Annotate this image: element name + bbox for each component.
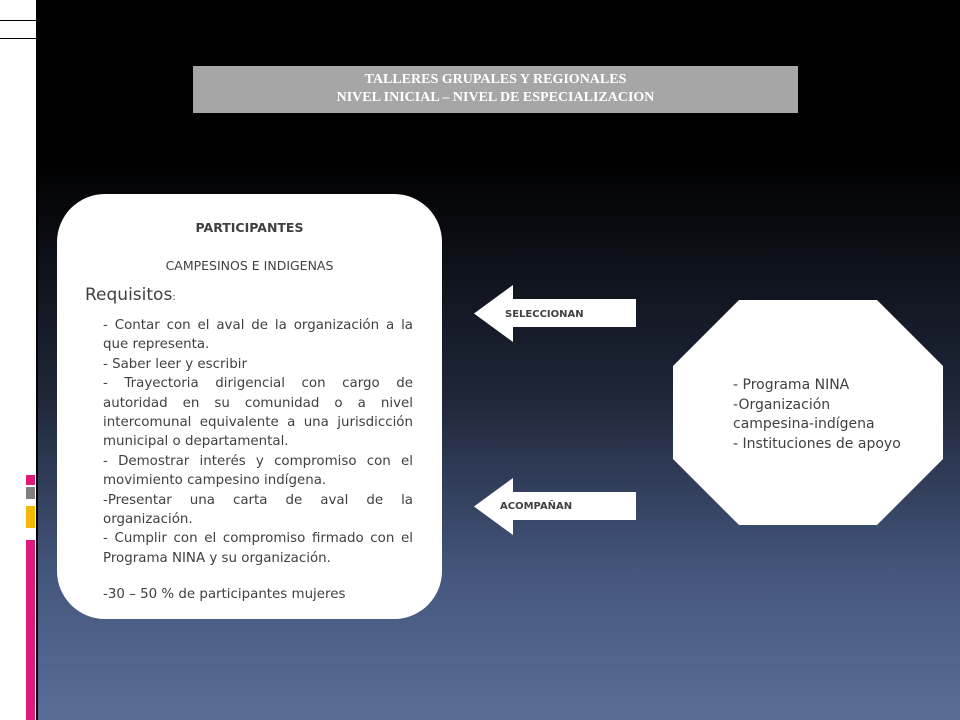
slide-title [193,66,798,113]
requisite-item: - Saber leer y escribir [103,356,247,372]
requisites-label [85,285,176,305]
accent-bar-magenta [26,540,35,720]
corner-decoration-line [33,0,35,48]
title-line-1: TALLERES GRUPALES Y REGIONALES [364,72,627,87]
corner-decoration-line [20,0,23,118]
accent-square-gold [26,506,35,528]
requisites-colon: : [172,292,176,303]
requisite-item: - Trayectoria dirigencial con cargo de autoridad en su comunidad o a nivel intercomunal equivalente a una jurisdicción municipal o departamental. [103,376,413,450]
participants-panel [57,194,442,619]
requisite-item: - Demostrar interés y compromiso con el movimiento campesino indígena. [103,453,413,489]
women-quota-note: -30 – 50 % de participantes mujeres [103,587,346,602]
participants-subheading: CAMPESINOS E INDIGENAS [165,258,334,273]
participants-heading: PARTICIPANTES [195,220,304,235]
selecciona-label: SELECCIONAN [505,309,584,320]
requisite-item: - Contar con el aval de la organización a la que representa. [103,318,413,353]
requisite-item: -Presentar una carta de aval de la organización. [103,492,413,528]
actor-item: - Instituciones de apoyo [733,435,901,452]
corner-decoration-line [26,0,31,80]
requisites-label-text: Requisitos [85,285,173,305]
acompanan-label: ACOMPAÑAN [500,501,573,512]
corner-decoration-line [0,20,36,21]
corner-decoration-line [0,38,36,39]
actor-item: -Organización campesina-indígena [733,396,875,432]
title-line-2: NIVEL INICIAL – NIVEL DE ESPECIALIZACION [336,90,655,105]
requisite-item: - Cumplir con el compromiso firmado con el Programa NINA y su organización. [103,531,413,566]
accent-square-magenta [26,475,35,485]
actor-item: - Programa NINA [733,377,850,393]
requisites-list [103,316,413,568]
actors-list [733,376,913,454]
accent-square-gray [26,487,35,499]
